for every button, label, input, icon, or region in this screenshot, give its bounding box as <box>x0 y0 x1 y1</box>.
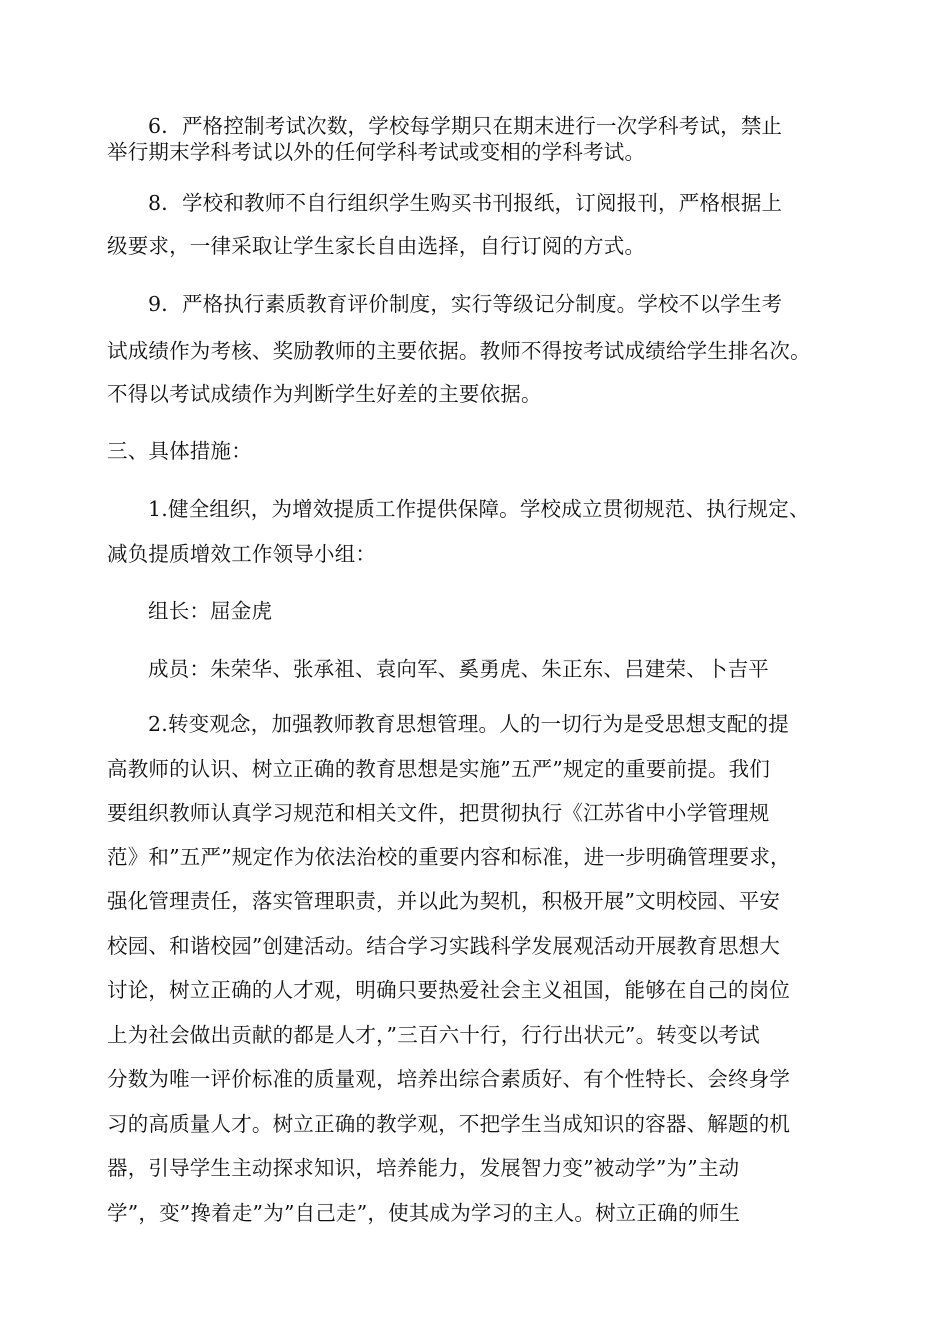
paragraph-line: 9．严格执行素质教育评价制度，实行等级记分制度。学校不以学生考 <box>148 292 783 316</box>
paragraph-line: 器，引导学生主动探求知识，培养能力，发展智力变”被动学”为”主动 <box>107 1156 740 1180</box>
paragraph-line: 高教师的认识、树立正确的教育思想是实施”五严”规定的重要前提。我们 <box>107 757 771 781</box>
paragraph-line: 强化管理责任，落实管理职责，并以此为契机，积极开展”文明校园、平安 <box>107 889 781 913</box>
paragraph-line: 级要求，一律采取让学生家长自由选择，自行订阅的方式。 <box>107 234 646 258</box>
paragraph-line: 上为社会做出贡献的都是人才，”三百六十行，行行出状元”。转变以考试 <box>107 1023 760 1047</box>
paragraph-line: 6．严格控制考试次数，学校每学期只在期末进行一次学科考试，禁止 <box>148 114 783 138</box>
paragraph-line: 校园、和谐校园”创建活动。结合学习实践科学发展观活动开展教育思想大 <box>107 934 781 958</box>
paragraph-line: 讨论，树立正确的人才观，明确只要热爱社会主义祖国，能够在自己的岗位 <box>107 978 791 1002</box>
paragraph-line: 2.转变观念，加强教师教育思想管理。人的一切行为是受思想支配的提 <box>148 712 789 736</box>
paragraph-line: 8．学校和教师不自行组织学生购买书刊报纸，订阅报刊，严格根据上 <box>148 191 783 215</box>
paragraph-line: 学”，变”搀着走”为”自己走”，使其成为学习的主人。树立正确的师生 <box>107 1201 740 1225</box>
section-heading: 三、具体措施： <box>107 439 252 463</box>
paragraph-line: 1.健全组织，为增效提质工作提供保障。学校成立贯彻规范、执行规定、 <box>148 497 810 521</box>
paragraph-line: 举行期末学科考试以外的任何学科考试或变相的学科考试。 <box>107 140 646 164</box>
paragraph-line: 减负提质增效工作领导小组： <box>107 542 377 566</box>
paragraph-line: 分数为唯一评价标准的质量观，培养出综合素质好、有个性特长、会终身学 <box>107 1067 791 1091</box>
paragraph-line: 不得以考试成绩作为判断学生好差的主要依据。 <box>107 382 542 406</box>
paragraph-line: 试成绩作为考核、奖励教师的主要依据。教师不得按考试成绩给学生排名次。 <box>107 339 811 363</box>
paragraph-line: 组长：屈金虎 <box>148 599 273 623</box>
paragraph-line: 成员：朱荣华、张承祖、袁向军、奚勇虎、朱正东、吕建荣、卜吉平 <box>148 657 769 681</box>
paragraph-line: 习的高质量人才。树立正确的教学观，不把学生当成知识的容器、解题的机 <box>107 1112 791 1136</box>
paragraph-line: 要组织教师认真学习规范和相关文件，把贯彻执行《江苏省中小学管理规 <box>107 801 770 825</box>
paragraph-line: 范》和”五严”规定作为依法治校的重要内容和标准，进一步明确管理要求， <box>107 845 791 869</box>
